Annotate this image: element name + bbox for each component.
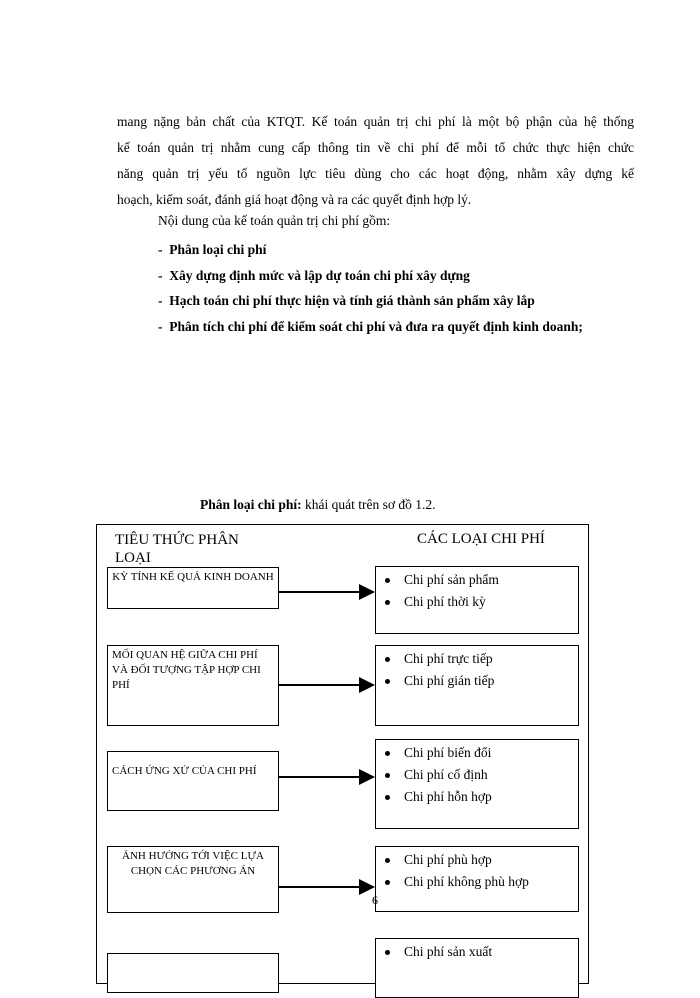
cost-type-item: Chi phí trực tiếp bbox=[376, 648, 578, 670]
criterion-box: KỲ TÍNH KẾ QUẢ KINH DOANH bbox=[107, 567, 279, 609]
cost-type-item: Chi phí biến đổi bbox=[376, 742, 578, 764]
criterion-box: ẢNH HƯỞNG TỚI VIỆC LỰA CHỌN CÁC PHƯƠNG ÁN bbox=[107, 846, 279, 913]
paragraph-line: mang nặng bản chất của KTQT. Kế toán quản trị chi phí là một bộ phận của hệ thống bbox=[117, 114, 634, 129]
cost-types-header: CÁC LOẠI CHI PHÍ bbox=[417, 531, 545, 547]
list-item: - Phân tích chi phí để kiểm soát chi phí và đưa ra quyết định kinh doanh; bbox=[158, 318, 583, 334]
page-number: 6 bbox=[372, 893, 378, 907]
cost-type-item: Chi phí sản xuất bbox=[376, 941, 578, 963]
cost-type-item: Chi phí thời kỳ bbox=[376, 591, 578, 613]
paragraph-line: năng quản trị yếu tố nguồn lực tiêu dùng cho các hoạt động, nhằm xây dựng kế bbox=[117, 166, 634, 181]
criteria-header: TIÊU THỨC PHÂN LOẠI bbox=[115, 532, 239, 566]
body-paragraph bbox=[117, 109, 634, 213]
diagram-caption: Phân loại chi phí: khái quát trên sơ đồ 1.2. bbox=[200, 497, 436, 512]
cost-type-item: Chi phí sản phẩm bbox=[376, 569, 578, 591]
connector-arrows bbox=[97, 525, 590, 985]
list-item: - Xây dựng định mức và lập dự toán chi phí xây dựng bbox=[158, 267, 470, 283]
criterion-box: MỐI QUAN HỆ GIỮA CHI PHÍ VÀ ĐỐI TƯỢNG TẬP HỢP CHI PHÍ bbox=[107, 645, 279, 726]
cost-type-item: Chi phí phù hợp bbox=[376, 849, 578, 871]
paragraph-line: kế toán quản trị nhằm cung cấp thông tin về chi phí để mỗi tổ chức thực hiện chức bbox=[117, 140, 634, 155]
content-list bbox=[158, 240, 583, 342]
cost-type-item: Chi phí gián tiếp bbox=[376, 670, 578, 692]
cost-type-item: Chi phí hỗn hợp bbox=[376, 786, 578, 808]
list-item: - Hạch toán chi phí thực hiện và tính giá thành sản phẩm xây lắp bbox=[158, 293, 535, 308]
criterion-box: CÁCH ỨNG XỬ CỦA CHI PHÍ bbox=[107, 751, 279, 811]
cost-classification-diagram bbox=[96, 524, 589, 984]
content-intro: Nội dung của kế toán quản trị chi phí gồm: bbox=[158, 213, 391, 228]
paragraph-line: hoạch, kiểm soát, đánh giá hoạt động và ra các quyết định hợp lý. bbox=[117, 192, 472, 207]
cost-type-item: Chi phí không phù hợp bbox=[376, 871, 578, 893]
cost-type-item: Chi phí cố định bbox=[376, 764, 578, 786]
list-item: - Phân loại chi phí bbox=[158, 242, 267, 257]
